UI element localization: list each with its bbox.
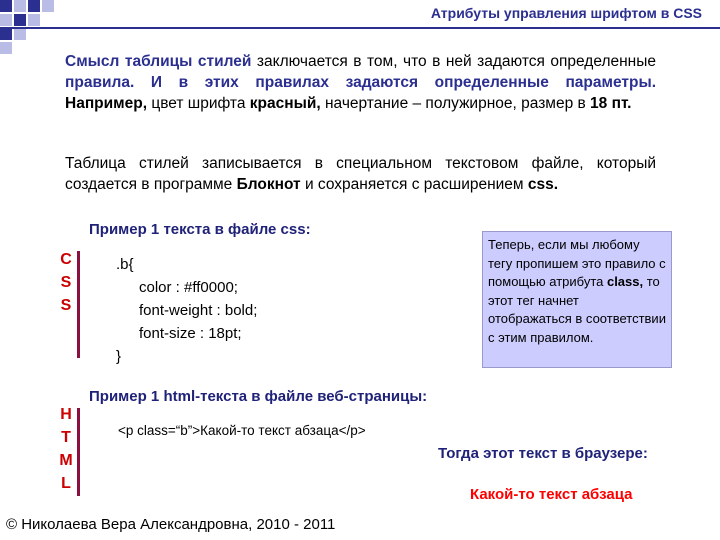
html-vertical-label xyxy=(58,403,74,495)
label-letter: M xyxy=(59,452,73,469)
para-text: css. xyxy=(527,176,559,193)
code-line: .b{ xyxy=(116,256,134,273)
para-text: 18 пт. xyxy=(590,95,632,112)
code-line: font-size : 18pt; xyxy=(139,325,242,342)
html-bracket-bar xyxy=(77,408,80,496)
deco-square xyxy=(0,42,12,54)
para-text: Таблица стилей записывается в специальном текстовом файле, который создается в программе xyxy=(65,155,656,193)
para-text: красный, xyxy=(249,95,321,112)
deco-square xyxy=(0,14,12,26)
css-code-block xyxy=(116,253,257,368)
label-letter: C xyxy=(60,251,72,268)
para-text: заключается в том, что в ней задаются определенные xyxy=(251,53,656,70)
para-text: цвет шрифта xyxy=(147,95,250,112)
label-letter: T xyxy=(61,429,71,446)
para-text: Смысл таблицы стилей xyxy=(65,53,252,70)
code-line: } xyxy=(116,348,122,365)
deco-square xyxy=(0,0,12,12)
deco-square xyxy=(0,28,12,40)
para-text: и сохраняется с расширением xyxy=(300,176,528,193)
slide-title: Атрибуты управления шрифтом в CSS xyxy=(430,5,702,21)
note-text: Теперь, если мы любому тегу пропишем это правило с помощью атрибута xyxy=(488,237,666,289)
html-code-line: <p class=“b”>Какой-то текст абзаца</p> xyxy=(118,423,366,438)
para-text: Блокнот xyxy=(236,176,301,193)
label-letter: S xyxy=(60,274,72,291)
note-text: class, xyxy=(606,274,644,289)
para-text: Например, xyxy=(65,95,148,112)
label-letter: L xyxy=(61,475,71,492)
html-example-title: Пример 1 html-текста в файле веб-страницы: xyxy=(89,388,428,405)
code-line: font-weight : bold; xyxy=(139,302,258,319)
deco-square xyxy=(28,0,40,12)
deco-square xyxy=(14,28,26,40)
para-text: правила. И в этих правилах задаются определенные параметры. xyxy=(65,74,656,91)
browser-caption: Тогда этот текст в браузере: xyxy=(438,445,648,462)
storage-paragraph xyxy=(65,153,656,195)
code-line: color : #ff0000; xyxy=(139,279,238,296)
deco-square xyxy=(14,14,26,26)
css-example-title: Пример 1 текста в файле css: xyxy=(89,221,311,238)
deco-square xyxy=(28,14,40,26)
css-bracket-bar xyxy=(77,251,80,358)
css-vertical-label xyxy=(58,248,74,317)
deco-square xyxy=(14,0,26,12)
note-text: то этот тег начнет отображаться в соответствии с этим правилом. xyxy=(488,274,666,345)
para-text: начертание – полужирное, размер в xyxy=(320,95,591,112)
header-rule xyxy=(0,27,720,29)
browser-result-text: Какой-то текст абзаца xyxy=(470,486,633,503)
intro-paragraph xyxy=(65,51,656,114)
info-note xyxy=(482,231,672,368)
deco-square xyxy=(42,0,54,12)
copyright-footer: © Николаева Вера Александровна, 2010 - 2011 xyxy=(6,516,336,533)
label-letter: S xyxy=(60,297,72,314)
label-letter: H xyxy=(60,406,72,423)
